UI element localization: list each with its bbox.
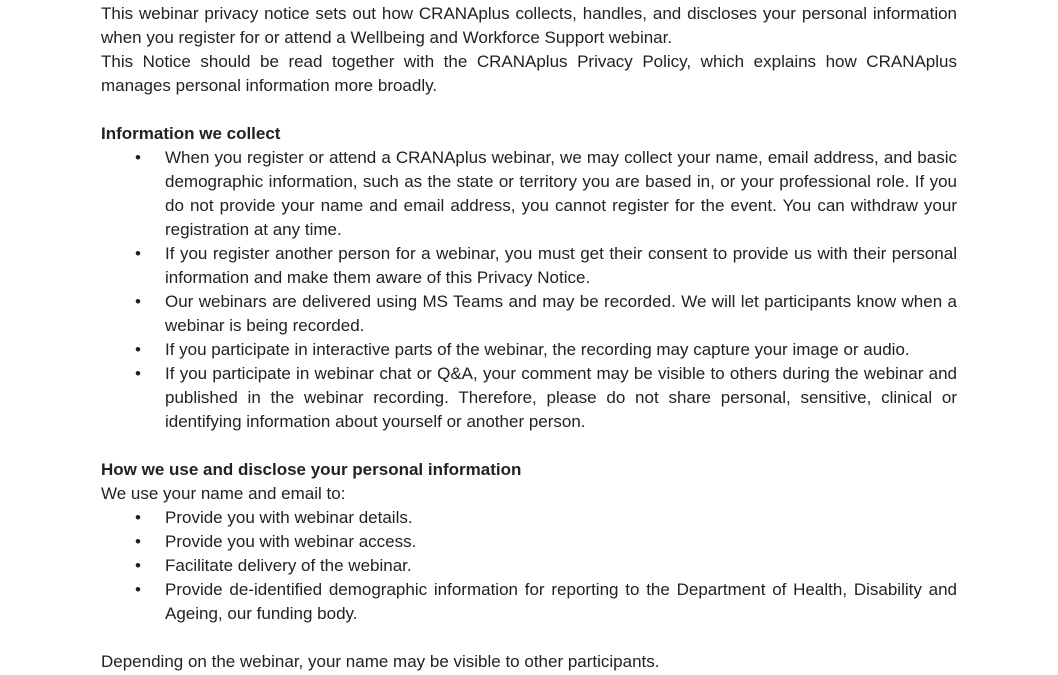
list-item-text: Provide de-identified demographic information for reporting to the Department of Health, Disability and Ageing, our funding body. xyxy=(165,580,957,623)
bullet-icon: • xyxy=(135,508,141,527)
list-item-text: Facilitate delivery of the webinar. xyxy=(165,556,412,575)
spacer xyxy=(101,626,957,650)
use-bullet-list xyxy=(101,506,957,626)
list-item-text: If you participate in webinar chat or Q&A, your comment may be visible to others during the webinar and published in the webinar recording. Therefore, please do not share personal, sensitive, clinical or identifying information about yourself or another person. xyxy=(165,364,957,431)
closing-paragraph: Depending on the webinar, your name may be visible to other participants. xyxy=(101,652,660,671)
list-item-text: If you register another person for a webinar, you must get their consent to provide us with their personal information and make them aware of this Privacy Notice. xyxy=(165,244,957,287)
bullet-icon: • xyxy=(135,292,141,311)
list-item xyxy=(101,338,957,362)
document-page xyxy=(101,2,957,674)
list-item xyxy=(101,362,957,434)
intro-paragraph: This webinar privacy notice sets out how CRANAplus collects, handles, and discloses your personal information when you register for or attend a Wellbeing and Workforce Support webinar. xyxy=(101,4,957,47)
bullet-icon: • xyxy=(135,244,141,263)
bullet-icon: • xyxy=(135,340,141,359)
list-item xyxy=(101,290,957,338)
bullet-icon: • xyxy=(135,148,141,167)
list-item-text: Provide you with webinar details. xyxy=(165,508,413,527)
list-item xyxy=(101,146,957,242)
list-item xyxy=(101,578,957,626)
list-item-text: Our webinars are delivered using MS Teams and may be recorded. We will let participants know when a webinar is being recorded. xyxy=(165,292,957,335)
list-item xyxy=(101,530,957,554)
section-heading-collect: Information we collect xyxy=(101,124,281,143)
bullet-icon: • xyxy=(135,580,141,599)
list-item-text: Provide you with webinar access. xyxy=(165,532,417,551)
list-item-text: If you participate in interactive parts of the webinar, the recording may capture your image or audio. xyxy=(165,340,910,359)
collect-bullet-list xyxy=(101,146,957,434)
bullet-icon: • xyxy=(135,532,141,551)
intro-paragraph: This Notice should be read together with the CRANAplus Privacy Policy, which explains how CRANAplus manages personal information more broadly. xyxy=(101,52,957,95)
section-heading-use: How we use and disclose your personal information xyxy=(101,460,522,479)
list-item xyxy=(101,506,957,530)
list-item xyxy=(101,554,957,578)
list-item-text: When you register or attend a CRANAplus webinar, we may collect your name, email address, and basic demographic information, such as the state or territory you are based in, or your professional role. If you do not provide your name and email address, you cannot register for the event. You can withdraw your registration at any time. xyxy=(165,148,957,239)
list-item xyxy=(101,242,957,290)
spacer xyxy=(101,434,957,458)
use-intro-text: We use your name and email to: xyxy=(101,484,346,503)
spacer xyxy=(101,98,957,122)
bullet-icon: • xyxy=(135,364,141,383)
bullet-icon: • xyxy=(135,556,141,575)
